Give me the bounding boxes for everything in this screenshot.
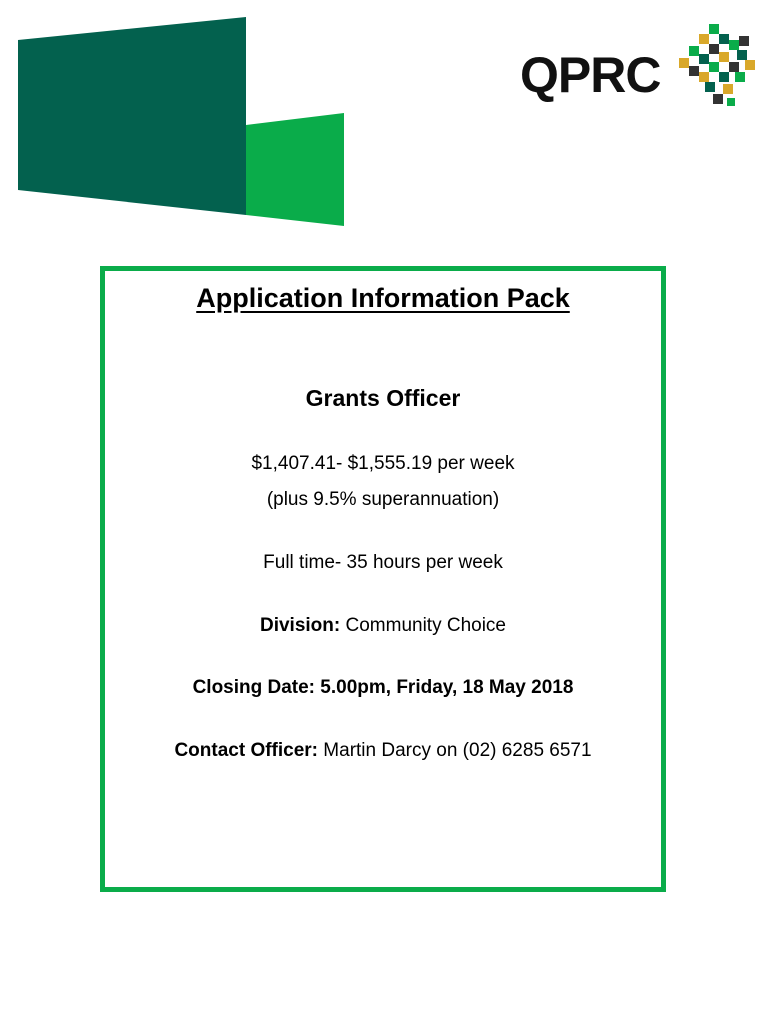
- contact-value: Martin Darcy on (02) 6285 6571: [323, 740, 592, 761]
- division-value: Community Choice: [345, 615, 506, 636]
- hours: Full time- 35 hours per week: [263, 552, 503, 573]
- logo-mark-icon: [675, 22, 757, 112]
- info-box: [100, 266, 666, 892]
- document-title: Application Information Pack: [196, 283, 570, 313]
- job-title: Grants Officer: [305, 385, 461, 411]
- contact-officer: [105, 740, 661, 762]
- division: [105, 615, 661, 637]
- header-graphic: [0, 0, 360, 240]
- closing-date: Closing Date: 5.00pm, Friday, 18 May 2018: [192, 677, 574, 698]
- superannuation-note: (plus 9.5% superannuation): [266, 489, 500, 510]
- qprc-logo: [515, 22, 760, 114]
- logo-text: QPRC: [520, 47, 661, 103]
- bright-green-panel: [246, 113, 344, 226]
- division-label: Division:: [259, 615, 341, 636]
- dark-green-panel: [18, 17, 246, 215]
- contact-label: Contact Officer:: [174, 740, 319, 761]
- salary-range: $1,407.41- $1,555.19 per week: [251, 453, 515, 474]
